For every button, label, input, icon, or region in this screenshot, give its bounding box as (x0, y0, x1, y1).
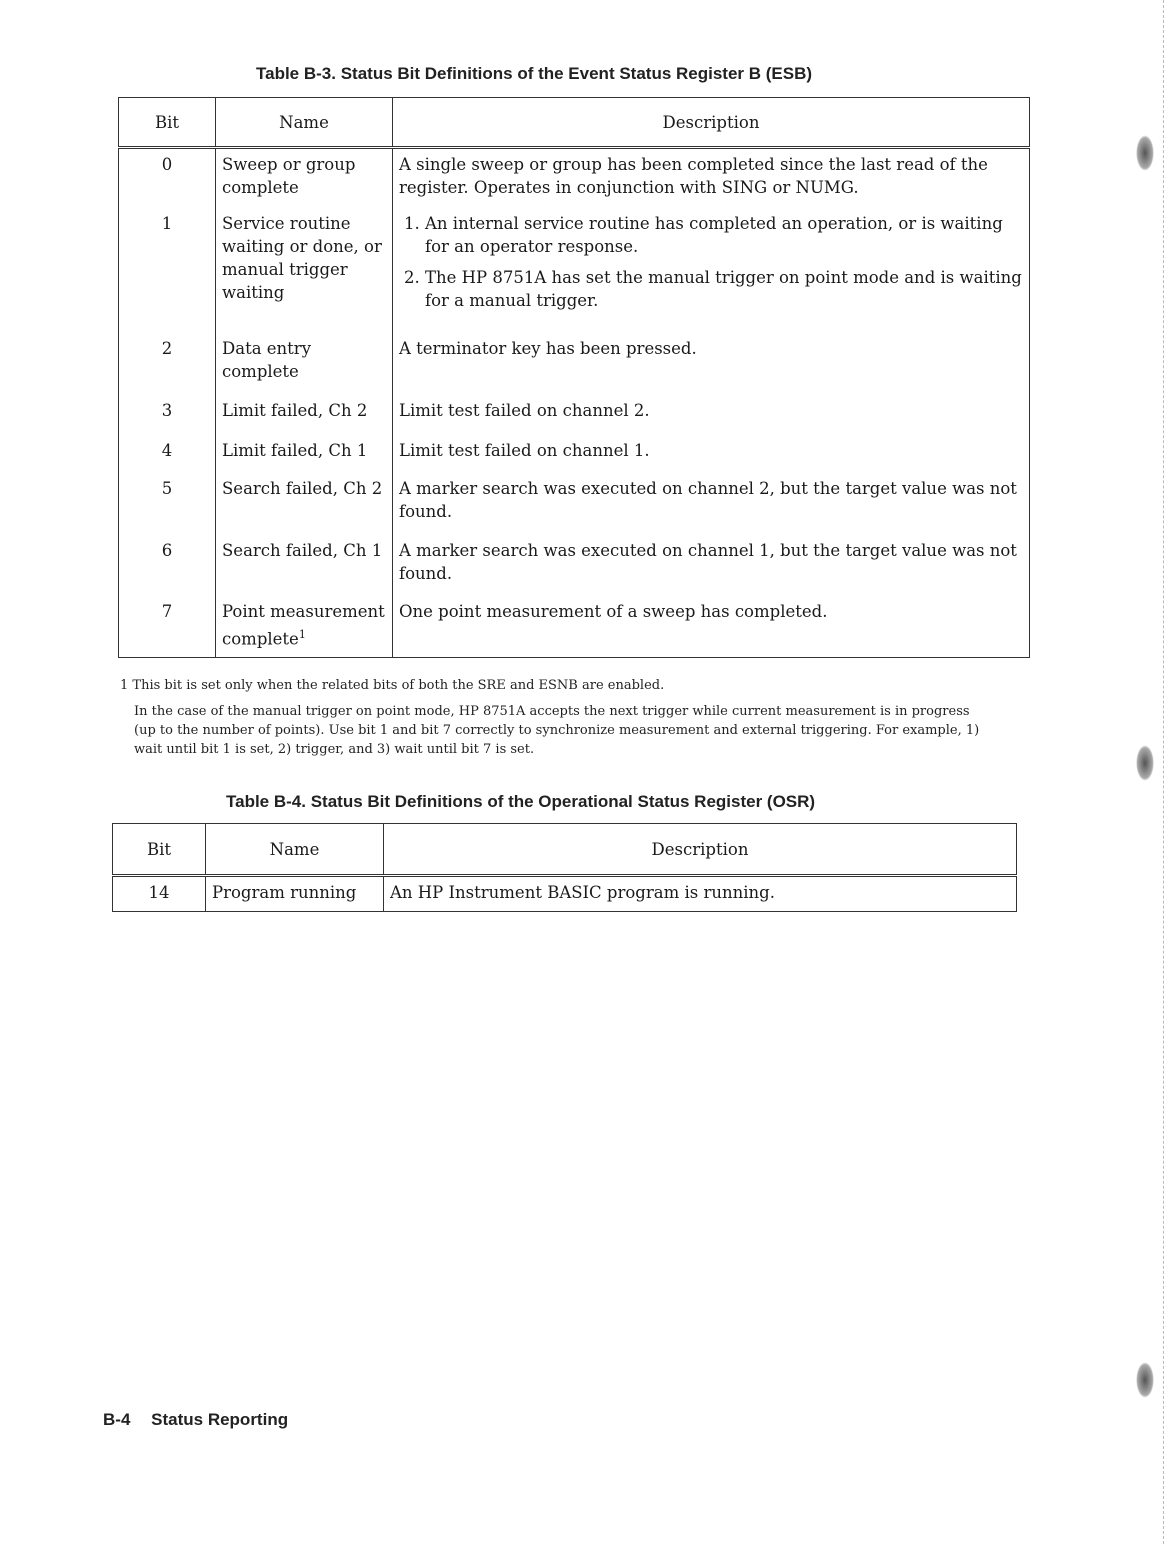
header-name: Name (206, 824, 384, 876)
header-description: Description (393, 98, 1030, 148)
name-cell: Program running (206, 876, 384, 912)
bit-cell: 2 (119, 333, 216, 395)
table-row (119, 535, 1030, 596)
description-cell (393, 208, 1030, 333)
bit-cell: 7 (119, 596, 216, 658)
footnote-2: In the case of the manual trigger on point mode, HP 8751A accepts the next trigger while current measurement is in progress (up to the number of points). Use bit 1 and bit 7 correctly to synchronize measurement and external triggering. For example, 1) wait until bit 1 is set, 2) trigger, and 3) wait until bit 7 is set. (134, 704, 980, 757)
description-cell: Limit test failed on channel 1. (393, 435, 1030, 473)
name-cell: Service routine waiting or done, or manual trigger waiting (216, 208, 393, 333)
name-text: Point measurement complete (222, 601, 385, 648)
table-row (119, 148, 1030, 208)
table-b4 (112, 823, 1017, 912)
description-cell: A marker search was executed on channel 2, but the target value was not found. (393, 473, 1030, 535)
bit-cell: 0 (119, 148, 216, 208)
header-bit: Bit (119, 98, 216, 148)
description-cell: Limit test failed on channel 2. (393, 395, 1030, 435)
name-cell: Limit failed, Ch 1 (216, 435, 393, 473)
table-row (119, 208, 1030, 333)
binder-hole (1136, 135, 1154, 171)
binder-hole (1136, 1362, 1154, 1398)
page-footer (103, 1410, 304, 1430)
name-cell (216, 596, 393, 658)
bit-cell: 3 (119, 395, 216, 435)
binder-hole (1136, 745, 1154, 781)
name-cell: Sweep or group complete (216, 148, 393, 208)
table-b3-caption: Table B-3. Status Bit Definitions of the Event Status Register B (ESB) (256, 64, 813, 83)
description-cell: A terminator key has been pressed. (393, 333, 1030, 395)
table-row (119, 333, 1030, 395)
description-cell: An HP Instrument BASIC program is running. (384, 876, 1017, 912)
table-row (119, 395, 1030, 435)
scan-edge (1163, 0, 1176, 1544)
description-cell: One point measurement of a sweep has completed. (393, 596, 1030, 658)
header-bit: Bit (113, 824, 206, 876)
bit-cell: 4 (119, 435, 216, 473)
table-row (119, 435, 1030, 473)
description-cell: A single sweep or group has been completed since the last read of the register. Operates in conjunction with SING or NUMG. (393, 148, 1030, 208)
bit-cell: 14 (113, 876, 206, 912)
name-cell: Search failed, Ch 2 (216, 473, 393, 535)
description-cell: A marker search was executed on channel 1, but the target value was not found. (393, 535, 1030, 596)
table-row (113, 876, 1017, 912)
name-cell: Search failed, Ch 1 (216, 535, 393, 596)
table-b3 (118, 97, 1030, 658)
bit-cell: 1 (119, 208, 216, 333)
footnote-1: 1 This bit is set only when the related bits of both the SRE and ESNB are enabled. (120, 678, 665, 693)
header-name: Name (216, 98, 393, 148)
description-item: 2. The HP 8751A has set the manual trigger on point mode and is waiting for a manual trigger. (425, 266, 1023, 312)
bit-cell: 5 (119, 473, 216, 535)
section-title: Status Reporting (151, 1410, 289, 1429)
table-row (119, 596, 1030, 658)
table-b4-caption: Table B-4. Status Bit Definitions of the Operational Status Register (OSR) (226, 792, 816, 811)
footnote-ref: 1 (298, 627, 306, 641)
name-cell: Data entry complete (216, 333, 393, 395)
table-row (119, 473, 1030, 535)
description-item: 1. An internal service routine has completed an operation, or is waiting for an operator response. (425, 212, 1023, 258)
header-description: Description (384, 824, 1017, 876)
bit-cell: 6 (119, 535, 216, 596)
name-cell: Limit failed, Ch 2 (216, 395, 393, 435)
page-number: B-4 (103, 1410, 131, 1429)
